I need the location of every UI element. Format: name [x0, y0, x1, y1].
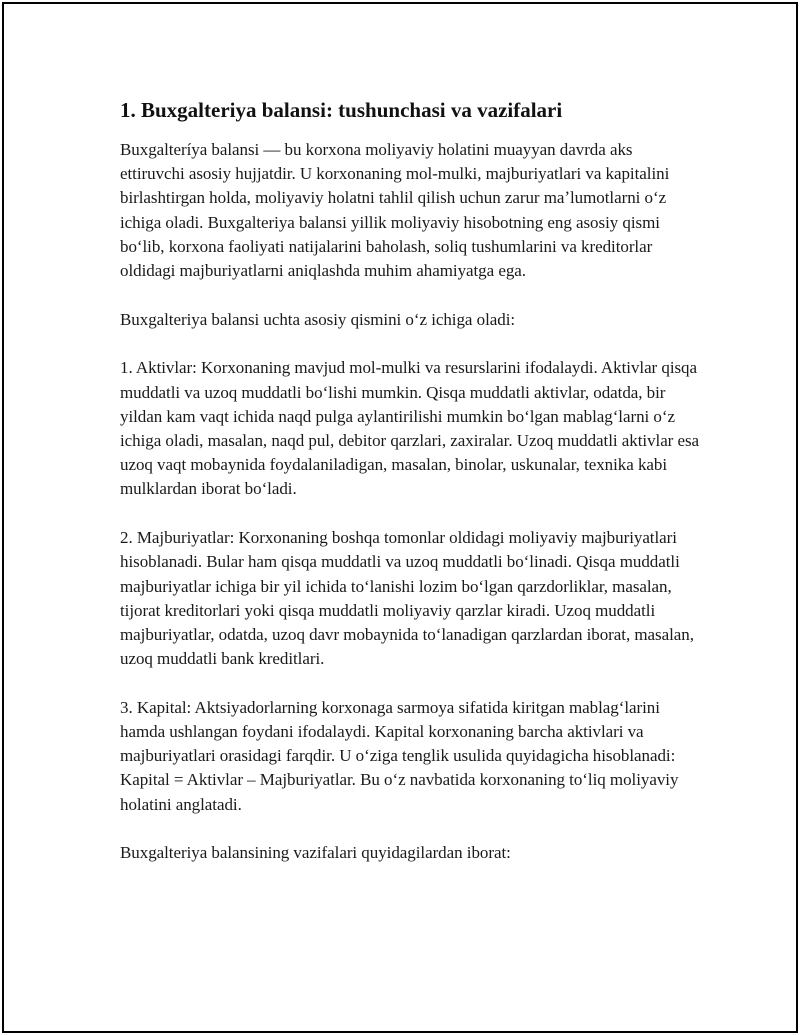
page-frame	[2, 2, 798, 1033]
paragraph-parts-lead: Buxgalteriya balansi uchta asosiy qismini oʻz ichiga oladi:	[120, 309, 516, 329]
paragraph-capital: 3. Kapital: Aktsiyadorlarning korxonaga sarmoya sifatida kiritgan mablagʻlarini hamda ushlangan foydani ifodalaydi. Kapital korxonaning barcha aktivlari va majburiyatlari orasidagi farqdir. U oʻziga tenglik usulida quyidagicha hisoblanadi: Kapital = Aktivlar – Majburiyatlar. Bu oʻz navbatida korxonaning toʻliq moliyaviy holatini anglatadi.	[120, 697, 679, 814]
paragraph-functions-lead: Buxgalteriya balansining vazifalari quyidagilardan iborat:	[120, 843, 511, 863]
paragraph-liabilities: 2. Majburiyatlar: Korxonaning boshqa tomonlar oldidagi moliyaviy majburiyatlari hisoblanadi. Bular ham qisqa muddatli va uzoq muddatli boʻlinadi. Qisqa muddatli majburiyatlar ichiga bir yil ichida toʻlanishi lozim boʻlgan qarzdorliklar, masalan, tijorat kreditorlari yoki qisqa muddatli moliyaviy qarzlar kiradi. Uzoq muddatli majburiyatlar, odatda, uzoq davr mobaynida toʻlanadigan qarzlardan iborat, masalan, uzoq muddatli bank kreditlari.	[120, 528, 694, 669]
section-heading: 1. Buxgalteriya balansi: tushunchasi va vazifalari	[120, 98, 563, 122]
paragraph-intro: Buxgalteríya balansi — bu korxona moliyaviy holatini muayyan davrda aks ettiruvchi asosiy hujjatdir. U korxonaning mol-mulki, majburiyatlari va kapitalini birlashtirgan holda, moliyaviy holatni tahlil qilish uchun zarur maʼlumotlarni oʻz ichiga oladi. Buxgalteriya balansi yillik moliyaviy hisobotning eng asosiy qismi boʻlib, korxona faoliyati natijalarini baholash, soliq tushumlarini va kreditorlar oldidagi majburiyatlarni aniqlashda muhim ahamiyatga ega.	[120, 140, 670, 281]
document-body	[120, 96, 700, 890]
paragraph-assets: 1. Aktivlar: Korxonaning mavjud mol-mulki va resurslarini ifodalaydi. Aktivlar qisqa muddatli va uzoq muddatli boʻlishi mumkin. Qisqa muddatli aktivlar, odatda, bir yildan kam vaqt ichida naqd pulga aylantirilishi mumkin boʻlgan mablagʻlarni oʻz ichiga oladi, masalan, naqd pul, debitor qarzlari, zaxiralar. Uzoq muddatli aktivlar esa uzoq vaqt mobaynida foydalaniladigan, masalan, binolar, uskunalar, texnika kabi mulklardan iborat boʻladi.	[120, 358, 700, 499]
